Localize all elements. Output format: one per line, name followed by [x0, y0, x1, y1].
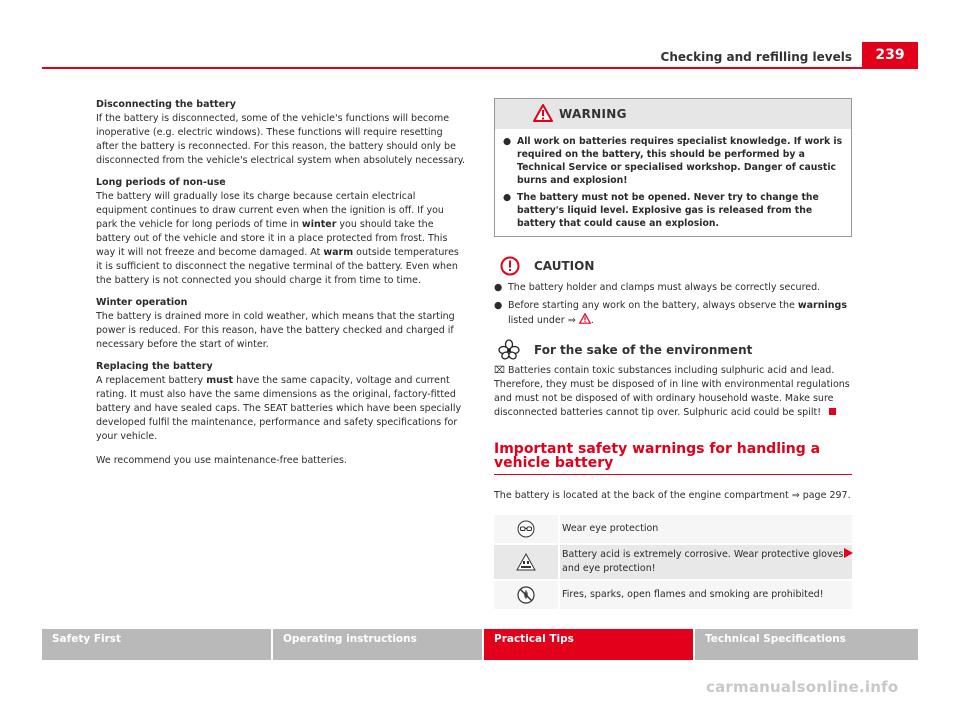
heading-winter: Winter operation	[96, 297, 188, 308]
heading-replacing: Replacing the battery	[96, 361, 213, 372]
table-row	[494, 515, 852, 543]
caution-exclamation-icon	[500, 256, 520, 276]
environment-block	[494, 338, 852, 420]
page-number: 239	[862, 42, 918, 68]
left-column	[96, 98, 466, 468]
environment-text: ⌧ Batteries contain toxic substances including sulphuric acid and lead. Therefore, they must be disposed of in line with environmental regulations and must not be disposed of with ordinary household waste. Make sure disconnected batteries cannot tip over. Sulphuric acid could be spilt!	[494, 365, 850, 418]
page-header-title: Checking and refilling levels	[660, 50, 852, 64]
tab-operating-instructions[interactable]: Operating instructions	[273, 629, 482, 660]
right-column	[494, 98, 852, 611]
text-non-use: The battery will gradually lose its charge because certain electrical equipment continues to draw current even when the ignition is off. If you park the vehicle for long periods of time in winter you should take the battery out of the vehicle and store it in a place protected from frost. This way it will not freeze and become damaged. At warm outside temperatures it is sufficient to disconnect the negative terminal of the battery. Even when the battery is not connected you should charge it from time to time.	[96, 191, 459, 286]
table-row	[494, 545, 852, 579]
text-disconnecting: If the battery is disconnected, some of the vehicle's functions will become inoperative (e.g. electric windows). These functions will require resetting after the battery is reconnected. For this reason, the battery should only be disconnected from the vehicle's electrical system when absolutely necessary.	[96, 113, 466, 166]
warning-header	[495, 99, 851, 129]
recycle-bin-icon: ⌧	[494, 365, 508, 376]
warning-box	[494, 98, 852, 237]
warning-item: ● All work on batteries requires specialist knowledge. If work is required on the battery, this should be performed by a Technical Service or specialised workshop. Danger of caustic burns and explosion!	[503, 136, 843, 186]
tab-technical-specifications[interactable]: Technical Specifications	[695, 629, 918, 660]
warning-title: WARNING	[559, 107, 627, 121]
no-fire-icon	[494, 581, 558, 609]
heading-disconnecting: Disconnecting the battery	[96, 99, 236, 110]
caution-block	[494, 255, 852, 328]
watermark: carmanualsonline.info	[706, 678, 899, 696]
text-winter: The battery is drained more in cold weather, which means that the starting power is reduced. For this reason, have the battery checked and charged if necessary before the start of winter.	[96, 311, 455, 350]
caution-header	[494, 255, 852, 277]
safety-symbol-table	[494, 515, 852, 609]
table-row	[494, 581, 852, 609]
symbol-description: Fires, sparks, open flames and smoking are prohibited!	[560, 581, 852, 609]
caution-title: CAUTION	[534, 259, 595, 273]
corrosive-acid-icon	[494, 545, 558, 579]
section-end-marker	[829, 408, 836, 415]
footer-tabs	[42, 629, 918, 660]
continue-arrow-icon	[844, 548, 853, 558]
header-rule	[42, 67, 918, 69]
eye-protection-icon	[494, 515, 558, 543]
warning-item: ● The battery must not be opened. Never try to change the battery's liquid level. Explosive gas is released from the battery that could cause an explosion.	[503, 192, 819, 229]
environment-title: For the sake of the environment	[534, 343, 753, 357]
warning-triangle-icon	[533, 104, 553, 122]
safety-intro: The battery is located at the back of the engine compartment ⇒ page 297.	[494, 490, 851, 501]
heading-non-use: Long periods of non-use	[96, 177, 226, 188]
environment-header	[494, 338, 852, 362]
warning-body	[495, 129, 851, 236]
warning-ref-icon	[579, 313, 591, 324]
caution-item: ● Before starting any work on the battery, always observe the warnings listed under ⇒ .	[494, 300, 847, 326]
symbol-description: Wear eye protection	[560, 515, 852, 543]
safety-section-title: Important safety warnings for handling a vehicle battery	[494, 442, 852, 475]
symbol-description: Battery acid is extremely corrosive. Wear protective gloves and eye protection!	[560, 545, 852, 579]
caution-item: ● The battery holder and clamps must always be correctly secured.	[494, 282, 821, 293]
tab-safety-first[interactable]: Safety First	[42, 629, 271, 660]
text-replacing: A replacement battery must have the same capacity, voltage and current rating. It must also have the same dimensions as the original, factory-fitted battery and have sealed caps. The SEAT batteries which have been specially developed fulfil the maintenance, performance and safety specifications for your vehicle.	[96, 375, 462, 442]
leaf-environment-icon	[498, 339, 520, 361]
tab-practical-tips[interactable]: Practical Tips	[484, 629, 693, 660]
text-recommend: We recommend you use maintenance-free batteries.	[96, 455, 347, 466]
